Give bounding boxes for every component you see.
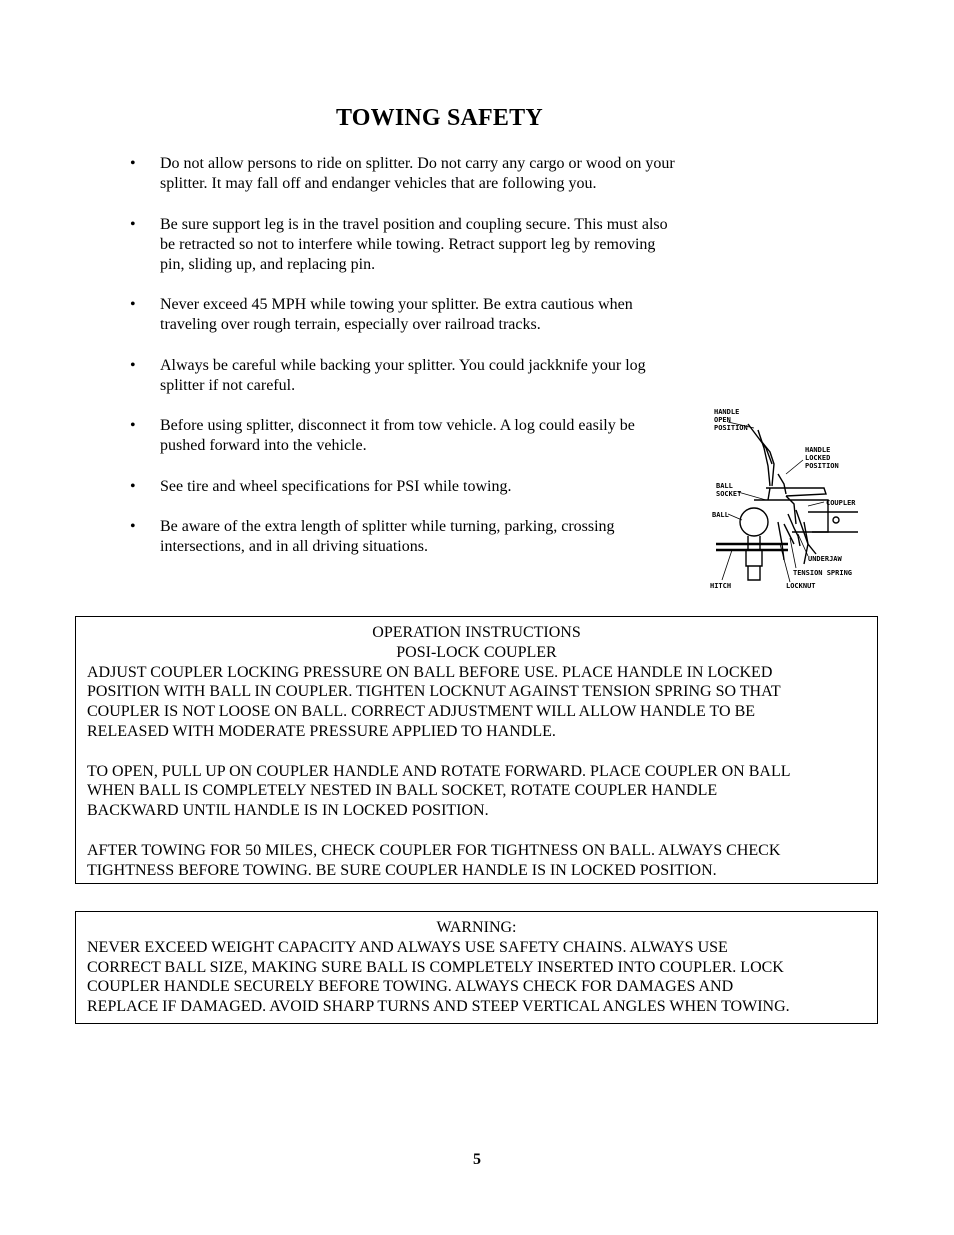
page-number: 5 bbox=[473, 1151, 481, 1168]
bullet-icon: • bbox=[130, 296, 136, 313]
operation-paragraph-2 bbox=[87, 762, 866, 821]
label-hitch: HITCH bbox=[710, 582, 732, 590]
bullet-text: Do not allow persons to ride on splitter. Do not carry any cargo or wood on your bbox=[160, 155, 675, 172]
text-line: ADJUST COUPLER LOCKING PRESSURE ON BALL BEFORE USE. PLACE HANDLE IN LOCKED bbox=[87, 663, 773, 681]
text-line: AFTER TOWING FOR 50 MILES, CHECK COUPLER FOR TIGHTNESS ON BALL. ALWAYS CHECK bbox=[87, 841, 781, 859]
bullet-item bbox=[128, 215, 728, 275]
bullet-text: See tire and wheel specifications for PSI while towing. bbox=[160, 477, 512, 495]
text-line: TO OPEN, PULL UP ON COUPLER HANDLE AND ROTATE FORWARD. PLACE COUPLER ON BALL bbox=[87, 762, 791, 780]
safety-bullet-list bbox=[128, 154, 728, 578]
bullet-text: pin, sliding up, and replacing pin. bbox=[160, 255, 376, 273]
label-handle-open: OPEN bbox=[714, 416, 731, 424]
label-handle-open: HANDLE bbox=[714, 408, 740, 416]
bullet-text: pushed forward into the vehicle. bbox=[160, 437, 367, 454]
bullet-icon: • bbox=[130, 477, 136, 495]
bullet-text: splitter if not careful. bbox=[160, 376, 296, 394]
label-handle-locked: HANDLE bbox=[805, 446, 831, 454]
text-line: COUPLER HANDLE SECURELY BEFORE TOWING. ALWAYS CHECK FOR DAMAGES AND bbox=[87, 978, 734, 996]
text-line: TIGHTNESS BEFORE TOWING. BE SURE COUPLER HANDLE IS IN LOCKED POSITION. bbox=[87, 861, 717, 879]
text-line: POSITION WITH BALL IN COUPLER. TIGHTEN LOCKNUT AGAINST TENSION SPRING SO THAT bbox=[87, 683, 781, 701]
text-line: CORRECT BALL SIZE, MAKING SURE BALL IS COMPLETELY INSERTED INTO COUPLER. LOCK bbox=[87, 958, 784, 976]
operation-instructions-box bbox=[75, 616, 878, 884]
bullet-item bbox=[128, 416, 728, 456]
bullet-icon: • bbox=[130, 356, 136, 374]
text-line: BACKWARD UNTIL HANDLE IS IN LOCKED POSITION. bbox=[87, 802, 489, 820]
bullet-text: Before using splitter, disconnect it from tow vehicle. A log could easily be bbox=[160, 417, 635, 434]
label-locknut: LOCKNUT bbox=[786, 582, 816, 590]
bullet-text: traveling over rough terrain, especially over railroad tracks. bbox=[160, 316, 541, 333]
bullet-item bbox=[128, 517, 728, 557]
bullet-text: Always be careful while backing your splitter. You could jackknife your log bbox=[160, 356, 646, 374]
label-handle-locked: POSITION bbox=[805, 462, 839, 470]
label-ball: BALL bbox=[712, 511, 729, 519]
label-handle-open: POSITION bbox=[714, 424, 748, 432]
bullet-text: be retracted so not to interfere while towing. Retract support leg by removing bbox=[160, 235, 656, 253]
label-underjaw: UNDERJAW bbox=[808, 555, 842, 563]
bullet-text: splitter. It may fall off and endanger vehicles that are following you. bbox=[160, 175, 597, 192]
bullet-text: Never exceed 45 MPH while towing your splitter. Be extra cautious when bbox=[160, 296, 633, 313]
operation-paragraph-3 bbox=[87, 841, 866, 881]
operation-subheading: POSI-LOCK COUPLER bbox=[396, 643, 557, 661]
bullet-item bbox=[128, 154, 728, 194]
page-title: TOWING SAFETY bbox=[336, 105, 543, 131]
label-tension-spring: TENSION SPRING bbox=[793, 569, 853, 577]
label-ball-socket: SOCKET bbox=[716, 490, 742, 498]
operation-heading: OPERATION INSTRUCTIONS bbox=[372, 624, 581, 641]
coupler-diagram bbox=[708, 404, 868, 594]
text-line: REPLACE IF DAMAGED. AVOID SHARP TURNS AND STEEP VERTICAL ANGLES WHEN TOWING. bbox=[87, 998, 790, 1016]
bullet-text: Be sure support leg is in the travel position and coupling secure. This must also bbox=[160, 215, 668, 233]
bullet-icon: • bbox=[130, 215, 136, 233]
bullet-text: Be aware of the extra length of splitter while turning, parking, crossing bbox=[160, 518, 615, 535]
label-handle-locked: LOCKED bbox=[805, 454, 831, 462]
text-line: NEVER EXCEED WEIGHT CAPACITY AND ALWAYS USE SAFETY CHAINS. ALWAYS USE bbox=[87, 938, 728, 956]
bullet-icon: • bbox=[130, 518, 136, 535]
label-coupler: COUPLER bbox=[826, 499, 856, 507]
text-line: WHEN BALL IS COMPLETELY NESTED IN BALL SOCKET, ROTATE COUPLER HANDLE bbox=[87, 782, 718, 800]
bullet-icon: • bbox=[130, 417, 136, 434]
warning-heading: WARNING: bbox=[436, 919, 517, 936]
text-line: RELEASED WITH MODERATE PRESSURE APPLIED TO HANDLE. bbox=[87, 722, 556, 740]
operation-paragraph-1 bbox=[87, 663, 866, 742]
label-ball-socket: BALL bbox=[716, 482, 733, 490]
bullet-icon: • bbox=[130, 155, 136, 172]
text-line: COUPLER IS NOT LOOSE ON BALL. CORRECT ADJUSTMENT WILL ALLOW HANDLE TO BE bbox=[87, 703, 756, 721]
bullet-item bbox=[128, 295, 728, 335]
warning-box bbox=[75, 911, 878, 1024]
bullet-text: intersections, and in all driving situations. bbox=[160, 538, 428, 555]
bullet-item bbox=[128, 477, 728, 497]
bullet-item bbox=[128, 356, 728, 396]
